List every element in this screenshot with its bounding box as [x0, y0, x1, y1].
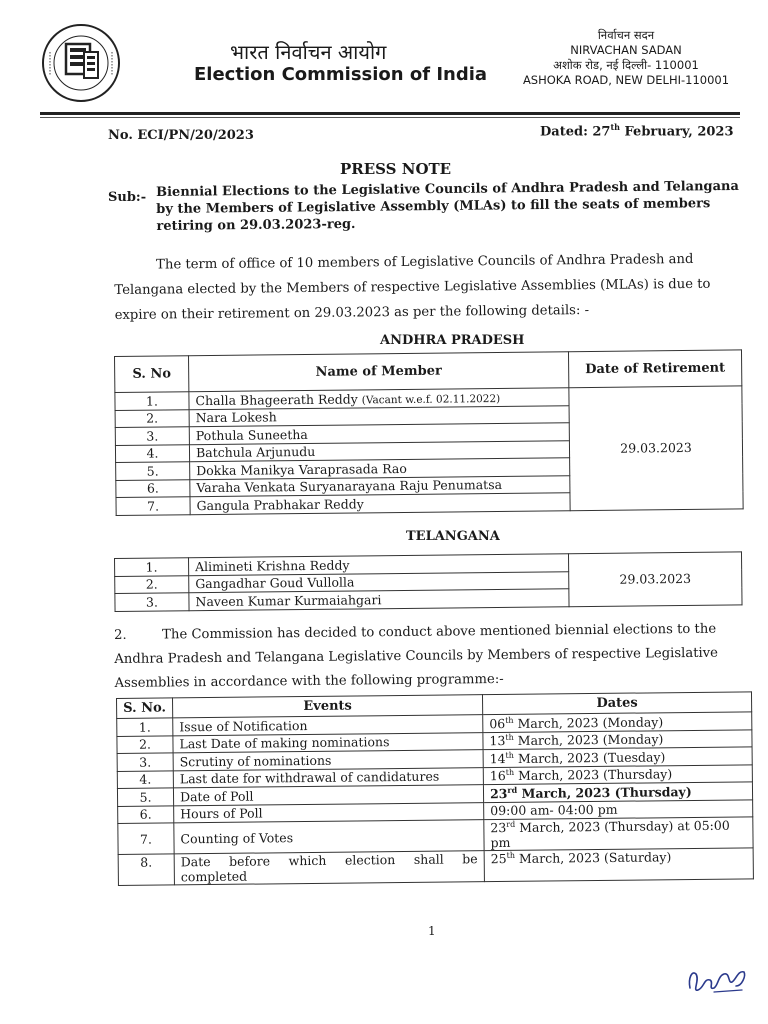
row-date: 06th March, 2023 (Monday) — [483, 712, 752, 732]
press-note-title: PRESS NOTE — [340, 160, 452, 178]
row-sno: 2. — [115, 409, 189, 427]
row-name: Varaha Venkata Suryanarayana Raju Penumatsa — [190, 475, 570, 496]
retirement-date: 29.03.2023 — [569, 386, 743, 510]
row-sno: 1. — [117, 718, 173, 736]
paragraph-1: The term of office of 10 members of Legislative Councils of Andhra Pradesh and Telangana elected by the Members of respective Legislative Assemblies (MLAs) is due to expire on their retirement on 29.03.2023 as per the following details: - — [114, 251, 711, 323]
row-date: 23rd March, 2023 (Thursday) at 05:00 pm — [484, 817, 753, 851]
row-name: Nara Lokesh — [189, 405, 569, 426]
row-sno: 2. — [117, 735, 173, 753]
row-date: 13th March, 2023 (Monday) — [483, 729, 752, 749]
row-name: Batchula Arjunudu — [189, 440, 569, 461]
row-sno: 6. — [116, 479, 190, 497]
row-sno: 6. — [118, 805, 174, 823]
letterhead-divider — [40, 112, 740, 115]
table-row — [118, 848, 753, 886]
event-line: Date before which election shall be — [180, 851, 478, 870]
row-name: Alimineti Krishna Reddy — [189, 554, 569, 575]
letterhead-divider-thin — [40, 117, 740, 118]
address-block — [506, 28, 746, 88]
row-name: Challa Bhageerath Reddy (Vacant w.e.f. 02.11.2022) — [189, 388, 569, 409]
row-date: 23rd March, 2023 (Thursday) — [483, 782, 752, 802]
address-line: अशोक रोड, नई दिल्ली- 110001 — [553, 58, 699, 72]
row-sno: 3. — [115, 427, 189, 445]
header-dates: Dates — [482, 692, 751, 715]
row-sno: 7. — [118, 823, 174, 855]
paragraph-2-text: The Commission has decided to conduct above mentioned biennial elections to the Andhra Pradesh and Telangana Legislative Councils by Members of respective Legislative Assemblies in accordance with the following programme:- — [114, 621, 719, 691]
reference-number: No. ECI/PN/20/2023 — [108, 128, 254, 143]
telangana-table — [114, 551, 743, 611]
header-retirement: Date of Retirement — [568, 350, 741, 388]
andhra-pradesh-heading: ANDHRA PRADESH — [380, 333, 525, 348]
row-event: Last Date of making nominations — [173, 732, 483, 753]
header-sno: S. No — [115, 356, 189, 393]
row-sno: 4. — [117, 770, 173, 788]
page-number: 1 — [428, 924, 436, 938]
row-sno: 5. — [116, 462, 190, 480]
row-sno: 4. — [115, 444, 189, 462]
row-event: Last date for withdrawal of candidatures — [173, 767, 483, 788]
row-event: Counting of Votes — [174, 820, 484, 854]
header-name: Name of Member — [189, 352, 569, 392]
handwritten-signature-icon — [684, 962, 748, 998]
address-line: ASHOKA ROAD, NEW DELHI-110001 — [522, 73, 730, 87]
english-title: Election Commission of India — [194, 64, 488, 85]
header-events: Events — [173, 695, 483, 718]
row-sno: 3. — [115, 593, 189, 611]
row-date: 25th March, 2023 (Saturday) — [484, 848, 753, 882]
subject-text: Biennial Elections to the Legislative Councils of Andhra Pradesh and Telangana by the Members of Legislative Assembly (MLAs) to fill the seats of members retiring on 29.03.2023-reg. — [156, 178, 739, 234]
row-event: Scrutiny of nominations — [173, 750, 483, 771]
row-event — [174, 851, 484, 885]
row-event: Issue of Notification — [173, 715, 483, 736]
eci-emblem-icon — [40, 22, 122, 104]
event-line: completed — [180, 868, 248, 885]
row-sno: 1. — [115, 392, 189, 410]
row-date: 16th March, 2023 (Thursday) — [483, 764, 752, 784]
address-line: निर्वाचन सदन — [597, 28, 655, 42]
row-name: Gangula Prabhakar Reddy — [190, 493, 570, 514]
row-date: 09:00 am- 04:00 pm — [484, 799, 753, 819]
address-line: NIRVACHAN SADAN — [570, 43, 682, 57]
row-name: Pothula Suneetha — [189, 423, 569, 444]
row-sno: 8. — [118, 854, 174, 886]
retirement-date: 29.03.2023 — [568, 552, 742, 606]
subject-label: Sub:- — [108, 190, 147, 205]
row-sno: 2. — [115, 575, 189, 593]
paragraph-number: 2. — [114, 627, 127, 643]
row-name: Naveen Kumar Kurmaiahgari — [189, 589, 569, 610]
row-sno: 5. — [117, 788, 173, 806]
row-name: Dokka Manikya Varaprasada Rao — [190, 458, 570, 479]
telangana-heading: TELANGANA — [406, 529, 500, 544]
reference-date: Dated: 27th February, 2023 — [540, 122, 734, 140]
andhra-pradesh-table — [114, 349, 744, 515]
row-date: 14th March, 2023 (Tuesday) — [483, 747, 752, 767]
vacant-note: (Vacant w.e.f. 02.11.2022) — [361, 392, 501, 407]
row-name: Gangadhar Goud Vullolla — [189, 571, 569, 592]
row-event: Hours of Poll — [174, 802, 484, 823]
programme-table — [116, 691, 754, 886]
row-sno: 1. — [115, 558, 189, 576]
hindi-title: भारत निर्वाचन आयोग — [230, 40, 387, 64]
row-sno: 3. — [117, 753, 173, 771]
header-sno: S. No. — [117, 698, 173, 719]
row-event: Date of Poll — [173, 785, 483, 806]
paragraph-2 — [114, 617, 743, 696]
row-sno: 7. — [116, 497, 190, 515]
